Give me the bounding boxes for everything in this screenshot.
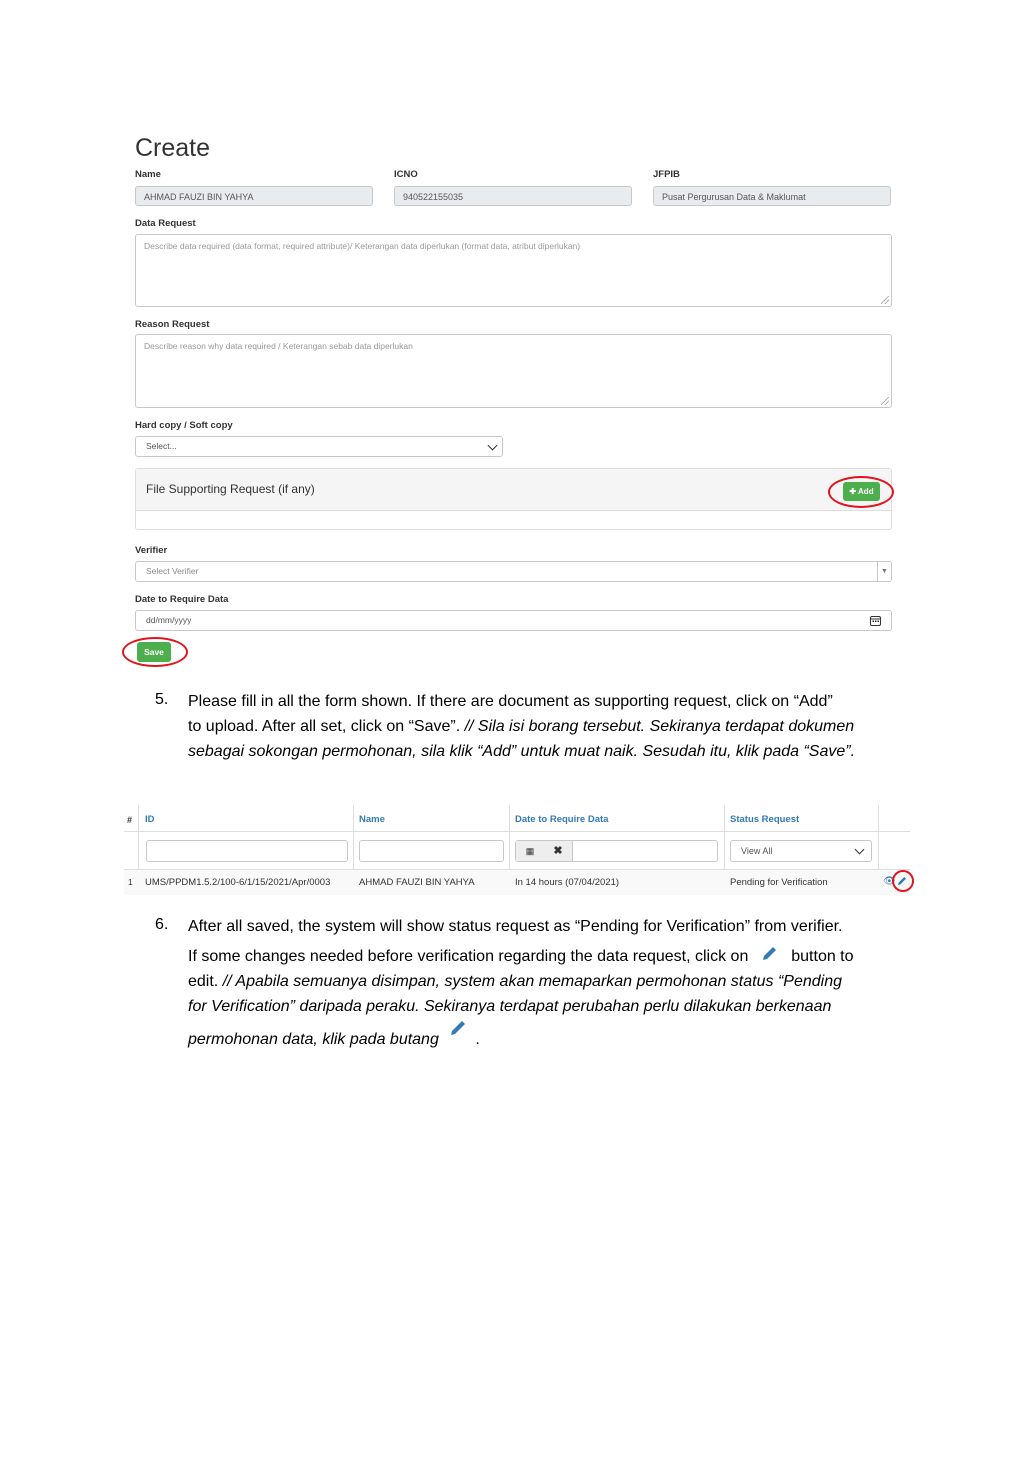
file-panel-header — [136, 469, 891, 511]
col-header-date[interactable]: Date to Require Data — [515, 814, 609, 825]
col-header-index: # — [127, 815, 133, 825]
data-request-label: Data Request — [135, 218, 196, 229]
filter-status-select[interactable] — [730, 840, 872, 862]
view-icon[interactable]: 👁 — [883, 876, 896, 887]
edit-pencil-icon — [759, 944, 781, 964]
copy-type-label: Hard copy / Soft copy — [135, 420, 233, 431]
resize-grip-icon[interactable] — [881, 397, 889, 405]
chevron-down-icon — [855, 845, 865, 855]
step6-line3-normal: edit. — [188, 973, 223, 990]
step6-line2a: If some changes needed before verification regarding the data request, click on — [188, 948, 749, 965]
row-id: UMS/PPDM1.5.2/100-6/1/15/2021/Apr/0003 — [145, 877, 331, 888]
filter-status-selected: View All — [741, 846, 773, 856]
chevron-down-icon — [488, 441, 498, 451]
reason-request-label: Reason Request — [135, 319, 210, 330]
row-name: AHMAD FAUZI BIN YAHYA — [359, 877, 475, 888]
step5-paragraph — [188, 689, 910, 764]
highlight-circle-edit — [892, 870, 914, 892]
save-button[interactable]: Save — [137, 642, 171, 662]
step6-line5-text: permohonan data, klik pada butang — [188, 1031, 439, 1048]
calendar-icon[interactable] — [870, 615, 881, 626]
col-header-name[interactable]: Name — [359, 814, 385, 825]
step6-line4: for Verification” daripada peraku. Sekiranya terdapat perubahan perlu dilakukan berkenaan — [188, 998, 832, 1015]
step5-number: 5. — [155, 691, 169, 708]
dropdown-arrow-icon: ▼ — [877, 562, 891, 581]
reason-request-placeholder: Describe reason why data required / Keterangan sebab data diperlukan — [144, 341, 413, 351]
filter-id-input[interactable] — [146, 840, 348, 862]
filter-date-group — [515, 840, 718, 862]
date-require-label: Date to Require Data — [135, 594, 229, 605]
reason-request-textarea[interactable] — [135, 334, 892, 408]
filter-calendar-icon[interactable]: ▦ — [516, 841, 545, 861]
step5-line1: Please fill in all the form shown. If there are document as supporting request, click on “Add” — [188, 693, 833, 710]
step5-line2-normal: to upload. After all set, click on “Save”. — [188, 718, 465, 735]
plus-icon: ✚ — [849, 487, 859, 496]
request-table — [124, 805, 910, 895]
col-header-status[interactable]: Status Request — [730, 814, 800, 825]
row-index: 1 — [128, 877, 133, 887]
jfpib-field[interactable]: Pusat Pergurusan Data & Maklumat — [653, 186, 891, 206]
icno-label: ICNO — [394, 169, 418, 180]
data-request-placeholder: Describe data required (data format, required attribute)/ Keterangan data diperlukan (format data, atribut diperlukan) — [144, 241, 581, 251]
step6-line1: After all saved, the system will show status request as “Pending for Verification” from verifier. — [188, 918, 843, 935]
step6-paragraph — [188, 914, 910, 1052]
date-require-input[interactable] — [135, 610, 892, 631]
resize-grip-icon[interactable] — [881, 296, 889, 304]
filter-name-input[interactable] — [359, 840, 504, 862]
jfpib-label: JFPIB — [653, 169, 680, 180]
step6-line3-italic: // Apabila semuanya disimpan, system akan memaparkan permohonan status “Pending — [222, 973, 842, 990]
icno-field[interactable]: 940522155035 — [394, 186, 632, 206]
verifier-label: Verifier — [135, 545, 168, 556]
row-date: In 14 hours (07/04/2021) — [515, 877, 620, 888]
step5-line2 — [188, 714, 910, 739]
highlight-circle-save — [122, 637, 188, 667]
name-field[interactable]: AHMAD FAUZI BIN YAHYA — [135, 186, 373, 206]
step6-line5 — [188, 1027, 910, 1052]
step6-number: 6. — [155, 916, 169, 933]
file-panel-title: File Supporting Request (if any) — [146, 482, 315, 496]
step5-line3: sebagai sokongan permohonan, sila klik “Add” untuk muat naik. Sesudah itu, klik pada “Save”. — [188, 743, 856, 760]
verifier-select[interactable] — [135, 561, 892, 582]
page-title: Create — [135, 134, 211, 162]
row-status: Pending for Verification — [730, 877, 828, 888]
step6-line2b: button to — [791, 948, 854, 965]
step6-line2 — [188, 944, 910, 969]
copy-type-selected: Select... — [146, 441, 177, 451]
name-label: Name — [135, 169, 161, 180]
data-request-textarea[interactable] — [135, 234, 892, 307]
add-file-label: Add — [858, 487, 874, 496]
filter-clear-icon[interactable]: ✖ — [544, 841, 573, 861]
date-placeholder: dd/mm/yyyy — [146, 615, 192, 625]
step5-line2-italic: // Sila isi borang tersebut. Sekiranya terdapat dokumen — [464, 718, 855, 735]
copy-type-select[interactable] — [135, 436, 503, 457]
edit-pencil-icon — [447, 1017, 471, 1039]
col-header-id[interactable]: ID — [145, 814, 155, 825]
verifier-placeholder: Select Verifier — [146, 566, 199, 576]
file-supporting-panel — [135, 468, 892, 530]
step6-line5-end: . — [475, 1031, 480, 1048]
highlight-circle-add — [828, 476, 894, 508]
